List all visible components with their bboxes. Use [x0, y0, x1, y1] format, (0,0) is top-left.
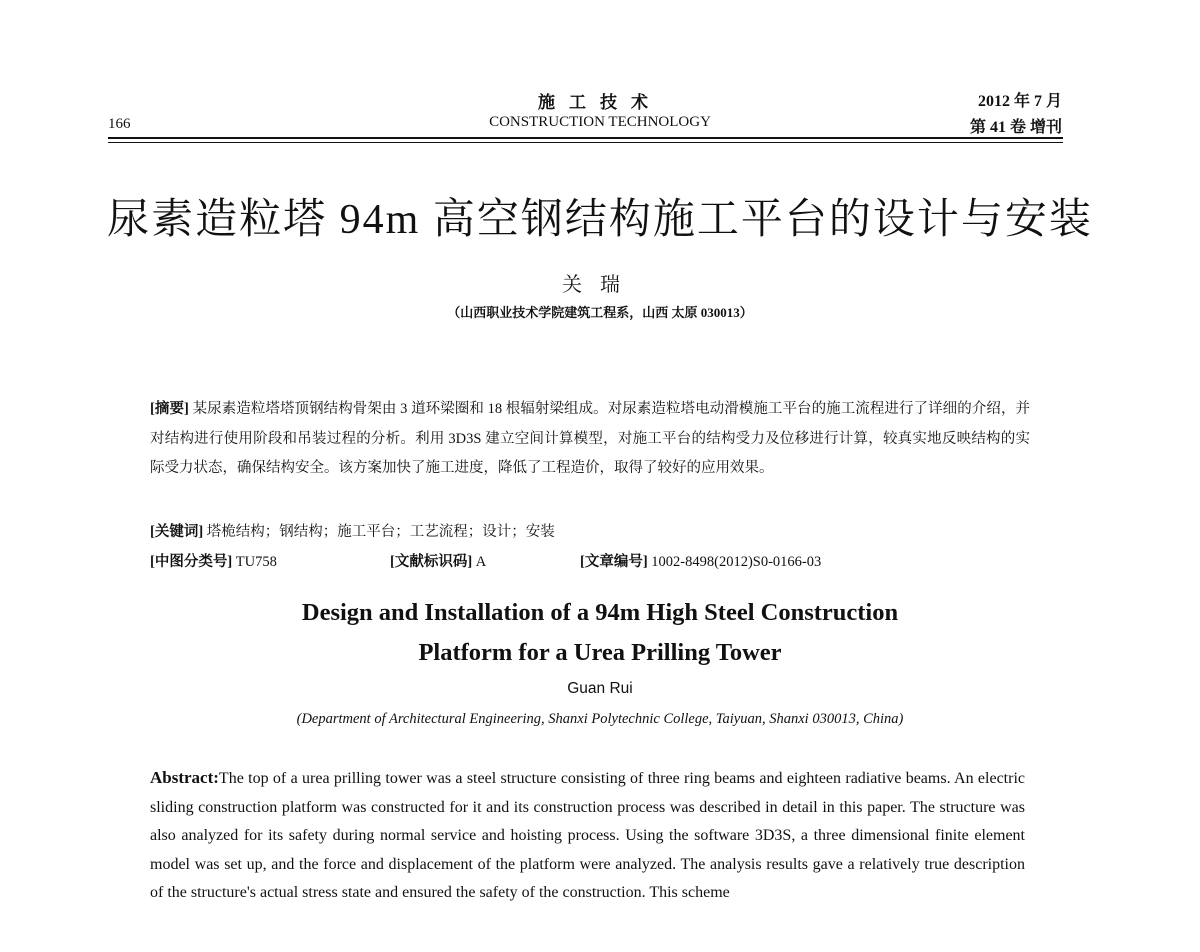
- abstract-en-text: The top of a urea prilling tower was a steel structure consisting of three ring beams and eighteen radiative beams. An electric sliding construction platform was constructed for it and its construction process was described in detail in this paper. The structure was also analyzed for its safety during normal service and hoisting process. Using the software 3D3S, a three dimensional finite element model was set up, and the force and displacement of the platform were analyzed. The analysis results gave a relatively true description of the structure's actual stress state and ensured the safety of the construction. This scheme: [150, 770, 1025, 902]
- affiliation-cn: （山西职业技术学院建筑工程系，山西 太原 030013）: [447, 305, 753, 320]
- abstract-cn: [150, 395, 1030, 484]
- article-id-value: 1002-8498(2012)S0-0166-03: [651, 554, 822, 570]
- doc-code-value: A: [475, 554, 487, 570]
- abstract-cn-label: [摘要]: [150, 401, 189, 417]
- journal-name-en: CONSTRUCTION TECHNOLOGY: [489, 114, 711, 130]
- abstract-en-label: Abstract:: [150, 768, 219, 787]
- keywords: [150, 520, 555, 541]
- keywords-text: 塔桅结构；钢结构；施工平台；工艺流程；设计；安装: [206, 524, 555, 540]
- journal-name-cn: 施工技术: [538, 93, 662, 112]
- abstract-cn-text: 某尿素造粒塔塔顶钢结构骨架由 3 道环梁圈和 18 根辐射梁组成。对尿素造粒塔电动滑模施工平台的施工流程进行了详细的介绍，并对结构进行使用阶段和吊装过程的分析。利用 3D3S 建立空间计算模型，对施工平台的结构受力及位移进行计算，较真实地反映结构的实际受力状态，确保结构安全。该方案加快了施工进度，降低了工程造价，取得了较好的应用效果。: [150, 401, 1031, 476]
- title-cn: 尿素造粒塔 94m 高空钢结构施工平台的设计与安装: [107, 197, 1093, 243]
- affiliation-en: (Department of Architectural Engineering, Shanxi Polytechnic College, Taiyuan, Shanxi 030013, China): [296, 711, 904, 727]
- title-en-line2: Platform for a Urea Prilling Tower: [418, 639, 782, 666]
- clc-value: TU758: [235, 554, 277, 570]
- volume-info: 第 41 卷 增刊: [969, 119, 1062, 136]
- title-en: [0, 593, 1200, 673]
- abstract-en: [150, 764, 1025, 908]
- clc-label: [中图分类号]: [150, 554, 233, 570]
- classification-row: [150, 550, 1050, 571]
- keywords-label: [关键词]: [150, 524, 204, 540]
- author-cn: 关瑞: [562, 274, 638, 296]
- author-en: Guan Rui: [567, 680, 633, 697]
- doc-code-label: [文献标识码]: [390, 554, 473, 570]
- title-en-line1: Design and Installation of a 94m High Steel Construction: [301, 599, 899, 626]
- header-rule-top: [108, 137, 1063, 139]
- article-id-label: [文章编号]: [580, 554, 648, 570]
- issue-date: 2012 年 7 月: [977, 93, 1062, 110]
- page-number: 166: [108, 116, 131, 132]
- header-rule-bottom: [108, 142, 1063, 143]
